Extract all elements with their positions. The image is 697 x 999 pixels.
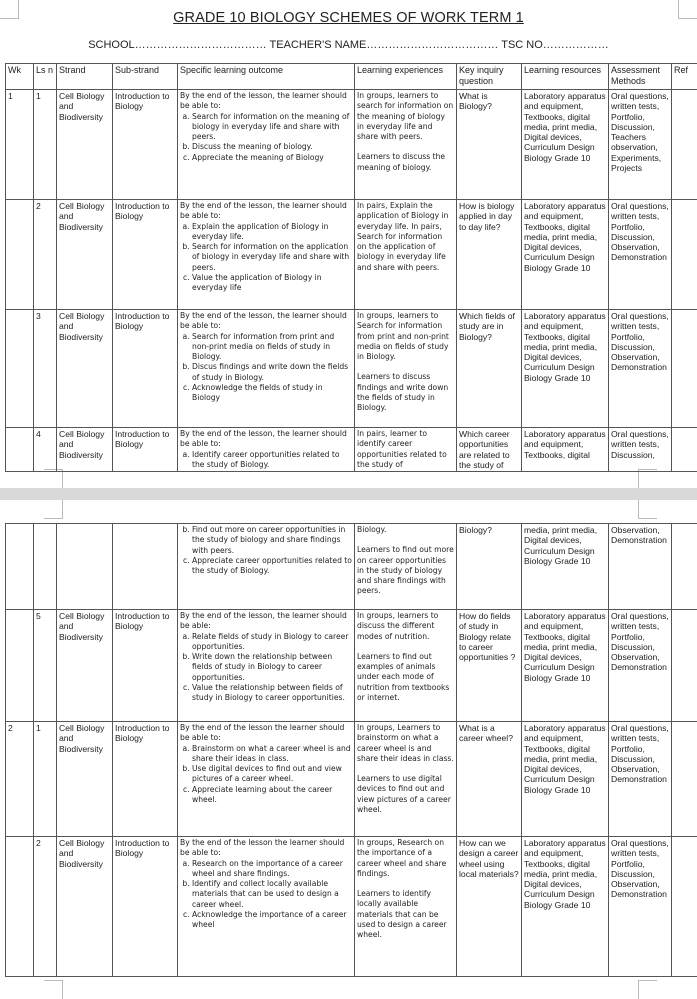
strand-cell — [57, 524, 113, 610]
question-cell: What is Biology? — [457, 90, 522, 200]
lesson-cell: 2 — [34, 200, 57, 310]
resources-cell: Laboratory apparatus and equipment, Textbooks, digital media, print media, Digital devices, Curriculum Design Biology Grade 10 — [522, 90, 609, 200]
strand-cell: Cell Biology and Biodiversity — [57, 722, 113, 837]
experience-text: In groups, learners to search for information on the meaning of biology in everyday life and share with peers. — [357, 91, 454, 142]
week-cell — [6, 610, 34, 722]
col-header-lesson: Ls n — [34, 64, 57, 90]
table-row — [6, 90, 697, 200]
outcome-intro: By the end of the lesson, the learner should be able: — [180, 611, 347, 631]
outcome-item: c. Value the application of Biology in everyday life — [192, 273, 352, 294]
assessment-cell: Oral questions, written tests, Portfolio, Discussion, Observation, Demonstration — [609, 200, 672, 310]
experiences-cell — [355, 428, 457, 472]
outcome-item: a. Research on the importance of a career wheel and share findings. — [192, 859, 352, 880]
table-row — [6, 200, 697, 310]
outcome-cell — [178, 310, 355, 428]
assessment-cell: Oral questions, written tests, Portfolio, Discussion, Observation, Demonstration — [609, 610, 672, 722]
question-cell: Which career opportunities are related to the study of — [457, 428, 522, 472]
week-cell: 1 — [6, 90, 34, 200]
crop-mark — [638, 980, 657, 999]
outcome-item: a. Explain the application of Biology in everyday life. — [192, 222, 352, 243]
resources-cell: Laboratory apparatus and equipment, Textbooks, digital — [522, 428, 609, 472]
outcome-item: c. Value the relationship between fields of study in Biology to career opportunities. — [192, 683, 352, 704]
outcome-intro: By the end of the lesson the learner should be able to: — [180, 723, 345, 743]
resources-cell: Laboratory apparatus and equipment, Textbooks, digital media, print media, Digital devices, Curriculum Design Biology Grade 10 — [522, 310, 609, 428]
question-cell: How do fields of study in Biology relate to career opportunities ? — [457, 610, 522, 722]
ref-cell — [672, 90, 697, 200]
lesson-cell: 2 — [34, 837, 57, 977]
outcome-cell — [178, 90, 355, 200]
substrand-cell: Introduction to Biology — [113, 722, 178, 837]
outcome-item: a. Identify career opportunities related to the study of Biology. — [192, 450, 352, 471]
experience-text: In groups, Research on the importance of a career wheel and share findings. — [357, 838, 447, 878]
col-header-question: Key inquiry question — [457, 64, 522, 90]
outcome-cell — [178, 524, 355, 610]
schemes-table-page-2 — [5, 523, 697, 977]
question-cell: Which fields of study are in Biology? — [457, 310, 522, 428]
outcome-item: a. Brainstorm on what a career wheel is and share their ideas in class. — [192, 744, 352, 765]
substrand-cell: Introduction to Biology — [113, 310, 178, 428]
experiences-cell — [355, 524, 457, 610]
teacher-details-line — [0, 39, 697, 51]
assessment-cell: Oral questions, written tests, Portfolio, Discussion, Observation, Demonstration — [609, 310, 672, 428]
experiences-cell — [355, 310, 457, 428]
lesson-cell: 5 — [34, 610, 57, 722]
outcome-item: c. Acknowledge the importance of a career wheel — [192, 910, 352, 931]
document-title: GRADE 10 BIOLOGY SCHEMES OF WORK TERM 1 — [173, 10, 524, 26]
substrand-cell — [113, 524, 178, 610]
outcome-item: a. Relate fields of study in Biology to career opportunities. — [192, 632, 352, 653]
substrand-cell: Introduction to Biology — [113, 428, 178, 472]
outcome-item: c. Appreciate career opportunities related to the study of Biology. — [192, 556, 352, 577]
substrand-cell: Introduction to Biology — [113, 837, 178, 977]
strand-cell: Cell Biology and Biodiversity — [57, 610, 113, 722]
schemes-table-page-1 — [5, 63, 697, 472]
outcome-cell — [178, 837, 355, 977]
assessment-cell: Observation, Demonstration — [609, 524, 672, 610]
outcome-intro: By the end of the lesson, the learner should be able to: — [180, 201, 347, 221]
outcome-item: b. Discus findings and write down the fields of study in Biology. — [192, 362, 352, 383]
experience-text: Learners to identify locally available materials that can be used to design a career wheel. — [357, 889, 447, 940]
week-cell — [6, 524, 34, 610]
outcome-cell — [178, 200, 355, 310]
lesson-cell: 3 — [34, 310, 57, 428]
ref-cell — [672, 200, 697, 310]
experience-text: In groups, learners to discuss the different modes of nutrition. — [357, 611, 439, 641]
page-1 — [0, 0, 697, 488]
outcome-item: c. Appreciate the meaning of Biology — [192, 153, 352, 163]
col-header-week: Wk — [6, 64, 34, 90]
question-cell: How is biology applied in day to day life? — [457, 200, 522, 310]
assessment-cell: Oral questions, written tests, Portfolio, Discussion, Teachers observation, Experiments, Projects — [609, 90, 672, 200]
experiences-cell — [355, 722, 457, 837]
experience-text: Biology. — [357, 525, 387, 534]
experience-text: In pairs, Explain the application of Biology in everyday life. In pairs, Search for information on the application of biology in everyday life and share with peers. — [357, 201, 449, 272]
resources-cell: Laboratory apparatus and equipment, Textbooks, digital media, print media, Digital devices, Curriculum Design Biology Grade 10 — [522, 837, 609, 977]
outcome-item: b. Write down the relationship between fields of study in Biology to career opportunities. — [192, 652, 352, 683]
assessment-cell: Oral questions, written tests, Discussion, — [609, 428, 672, 472]
col-header-resources: Learning resources — [522, 64, 609, 90]
lesson-cell: 1 — [34, 722, 57, 837]
table-row — [6, 610, 697, 722]
tsc-number-label: TSC NO……………… — [501, 39, 609, 51]
week-cell — [6, 837, 34, 977]
col-header-outcome: Specific learning outcome — [178, 64, 355, 90]
ref-cell — [672, 310, 697, 428]
table-row — [6, 524, 697, 610]
experiences-cell — [355, 90, 457, 200]
crop-mark — [44, 980, 63, 999]
outcome-item: a. Search for information from print and non-print media on fields of study in Biology. — [192, 332, 352, 363]
outcome-item: b. Identify and collect locally available materials that can be used to design a career wheel. — [192, 879, 352, 910]
table-row — [6, 837, 697, 977]
week-cell — [6, 200, 34, 310]
week-cell — [6, 428, 34, 472]
outcome-item: c. Acknowledge the fields of study in Biology — [192, 383, 352, 404]
experience-text: In groups, learners to Search for information from print and non-print media on fields of study in Biology. — [357, 311, 449, 362]
substrand-cell: Introduction to Biology — [113, 610, 178, 722]
experience-text: Learners to find out more on career opportunities in the study of biology and share findings with peers. — [357, 545, 454, 596]
ref-cell — [672, 428, 697, 472]
outcome-item: c. Appreciate learning about the career wheel. — [192, 785, 352, 806]
strand-cell: Cell Biology and Biodiversity — [57, 200, 113, 310]
outcome-cell — [178, 610, 355, 722]
school-label: SCHOOL……………………………… — [88, 39, 267, 51]
outcome-intro: By the end of the lesson, the learner should be able to: — [180, 91, 347, 111]
ref-cell — [672, 524, 697, 610]
table-header-row — [6, 64, 697, 90]
strand-cell: Cell Biology and Biodiversity — [57, 310, 113, 428]
outcome-item: b. Search for information on the application of biology in everyday life and share with peers. — [192, 242, 352, 273]
experiences-cell — [355, 837, 457, 977]
strand-cell: Cell Biology and Biodiversity — [57, 90, 113, 200]
strand-cell: Cell Biology and Biodiversity — [57, 428, 113, 472]
ref-cell — [672, 610, 697, 722]
crop-mark — [638, 500, 657, 519]
week-cell: 2 — [6, 722, 34, 837]
outcome-cell — [178, 428, 355, 472]
experience-text: Learners to discuss the meaning of biology. — [357, 152, 446, 172]
experience-text: Learners to find out examples of animals under each mode of nutrition from textbooks or internet. — [357, 651, 450, 703]
lesson-cell: 4 — [34, 428, 57, 472]
table-row — [6, 722, 697, 837]
outcome-intro: By the end of the lesson, the learner should be able to: — [180, 429, 347, 449]
experiences-cell — [355, 200, 457, 310]
question-cell: How can we design a career wheel using local materials? — [457, 837, 522, 977]
table-row — [6, 310, 697, 428]
strand-cell: Cell Biology and Biodiversity — [57, 837, 113, 977]
week-cell — [6, 310, 34, 428]
assessment-cell: Oral questions, written tests, Portfolio, Discussion, Observation, Demonstration — [609, 837, 672, 977]
experience-text: Learners to use digital devices to find out and view pictures of a career wheel. — [357, 774, 451, 815]
outcome-item: b. Discuss the meaning of biology. — [192, 142, 352, 152]
experience-text: In groups, Learners to brainstorm on what a career wheel is and share their ideas in class. — [357, 723, 454, 763]
outcome-cell — [178, 722, 355, 837]
outcome-intro: By the end of the lesson, the learner should be able to: — [180, 311, 347, 331]
outcome-item: b. Use digital devices to find out and view pictures of a career wheel. — [192, 764, 352, 785]
teacher-name-label: TEACHER'S NAME……………………………… — [269, 39, 499, 51]
experiences-cell — [355, 610, 457, 722]
crop-mark — [44, 500, 63, 519]
col-header-substrand: Sub-strand — [113, 64, 178, 90]
resources-cell: Laboratory apparatus and equipment, Textbooks, digital media, print media, Digital devices, Curriculum Design Biology Grade 10 — [522, 610, 609, 722]
outcome-item: a. Search for information on the meaning of biology in everyday life and share with peers. — [192, 112, 352, 143]
outcome-intro: By the end of the lesson the learner should be able to: — [180, 838, 345, 858]
col-header-ref: Ref — [672, 64, 697, 90]
lesson-cell — [34, 524, 57, 610]
ref-cell — [672, 837, 697, 977]
experience-text: Learners to discuss findings and write down the fields of study in Biology. — [357, 372, 449, 413]
question-cell: What is a career wheel? — [457, 722, 522, 837]
experience-text: In pairs, learner to identify career opportunities related to the study of — [357, 429, 447, 469]
table-row — [6, 428, 697, 472]
outcome-item: b. Find out more on career opportunities in the study of biology and share findings with peers. — [192, 525, 352, 556]
resources-cell: media, print media, Digital devices, Curriculum Design Biology Grade 10 — [522, 524, 609, 610]
substrand-cell: Introduction to Biology — [113, 200, 178, 310]
col-header-strand: Strand — [57, 64, 113, 90]
col-header-assessment: Assessment Methods — [609, 64, 672, 90]
resources-cell: Laboratory apparatus and equipment, Textbooks, digital media, print media, Digital devices, Curriculum Design Biology Grade 10 — [522, 200, 609, 310]
resources-cell: Laboratory apparatus and equipment, Textbooks, digital media, print media, Digital devices, Curriculum Design Biology Grade 10 — [522, 722, 609, 837]
lesson-cell: 1 — [34, 90, 57, 200]
page-2 — [0, 500, 697, 999]
ref-cell — [672, 722, 697, 837]
assessment-cell: Oral questions, written tests, Portfolio, Discussion, Observation, Demonstration — [609, 722, 672, 837]
substrand-cell: Introduction to Biology — [113, 90, 178, 200]
col-header-experiences: Learning experiences — [355, 64, 457, 90]
question-cell: Biology? — [457, 524, 522, 610]
